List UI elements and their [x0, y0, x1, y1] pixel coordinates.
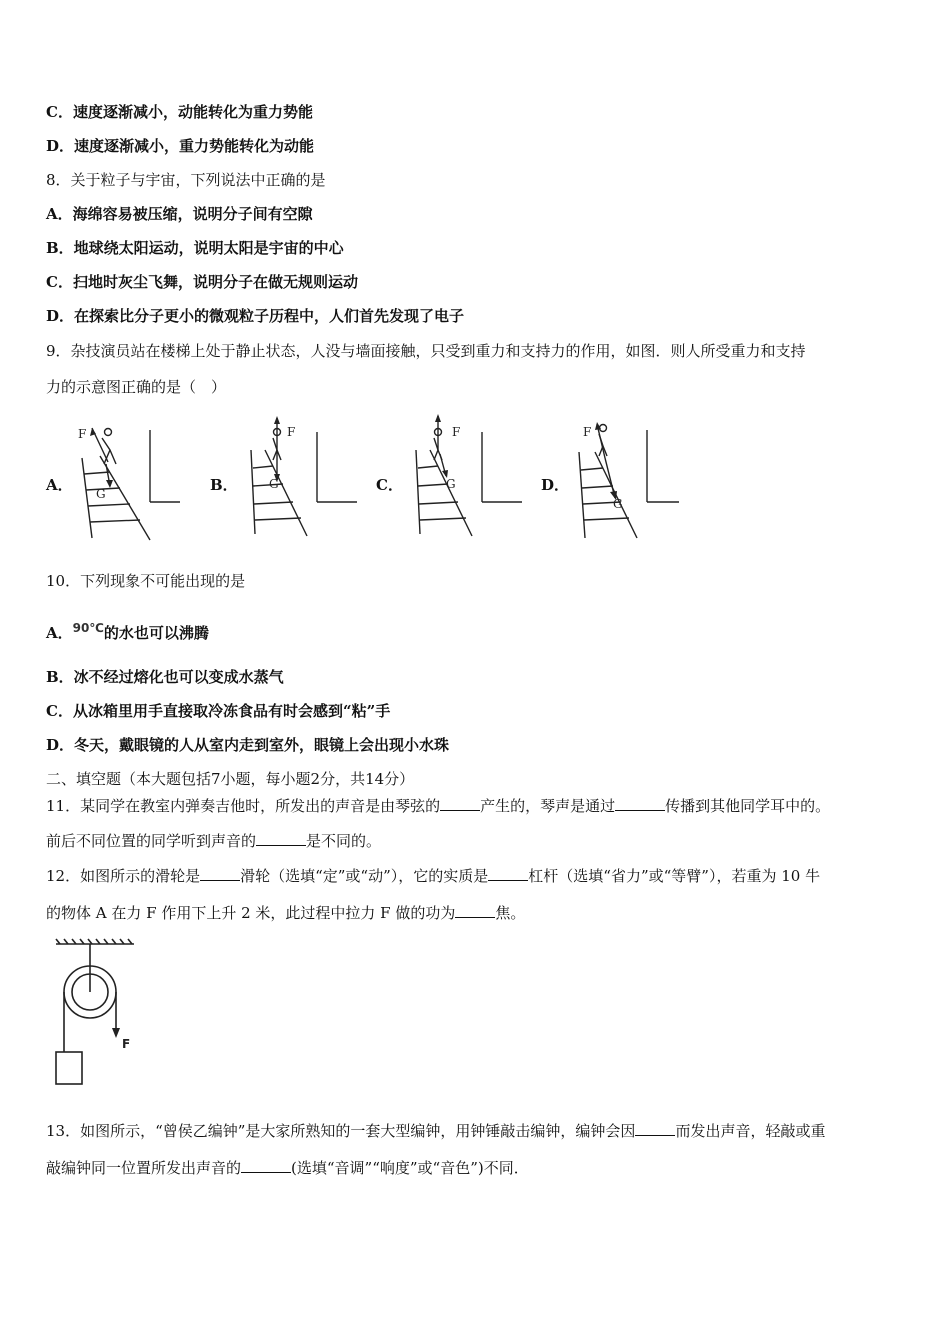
q8-stem: 8．关于粒子与宇宙，下列说法中正确的是 [46, 171, 326, 189]
q13-text-1: 13．如图所示，“曾侯乙编钟”是大家所熟知的一套大型编钟，用钟锤敲击编钟，编钟会因 [46, 1122, 636, 1140]
q10-stem: 10．下列现象不可能出现的是 [46, 572, 246, 590]
q9-d-force-g: G [613, 497, 623, 511]
q11-text-1: 11．某同学在教室内弹奏吉他时，所发出的声音是由琴弦的 [46, 797, 441, 815]
q10-option-c: C．从冰箱里用手直接取冷冻食品有时会感到“粘”手 [46, 702, 391, 720]
q13-line2 [46, 1158, 529, 1178]
q11-text-5: 是不同的。 [306, 832, 382, 850]
q7-option-c: C．速度逐渐减小，动能转化为重力势能 [46, 103, 313, 121]
q12-text-2: 滑轮（选填“定”或“动”），它的实质是 [240, 867, 489, 885]
q9-c-force-f: F [452, 425, 461, 439]
q9-label-c: C． [376, 476, 403, 494]
q9-label-d: D． [541, 476, 570, 494]
q13-blank-1 [635, 1121, 675, 1136]
q9-figure-d [575, 418, 690, 543]
q9-b-force-f: F [287, 425, 296, 439]
q11-line1 [46, 796, 830, 816]
q11-blank-1 [440, 796, 480, 811]
q12-blank-3 [455, 903, 495, 918]
q10-option-d: D．冬天，戴眼镜的人从室内走到室外，眼镜上会出现小水珠 [46, 736, 450, 754]
q9-a-force-f: F [78, 427, 87, 441]
q9-figure-a [70, 418, 185, 543]
q8-option-c: C．扫地时灰尘飞舞，说明分子在做无规则运动 [46, 273, 358, 291]
q9-d-force-f: F [583, 425, 592, 439]
q11-blank-3 [256, 831, 306, 846]
q8-option-a: A．海绵容易被压缩，说明分子间有空隙 [46, 205, 313, 223]
q9-b-force-g: G [269, 477, 279, 491]
section-2-title: 二、填空题（本大题包括7小题，每小题2分，共14分） [46, 770, 415, 788]
q11-text-3: 传播到其他同学耳中的。 [665, 797, 831, 815]
q9-stem-line1: 9．杂技演员站在楼梯上处于静止状态，人没与墙面接触，只受到重力和支持力的作用，如图．则人所受重力和支持 [46, 342, 806, 360]
q9-label-b: B． [210, 476, 238, 494]
q13-line1 [46, 1121, 825, 1141]
q12-text-1: 12．如图所示的滑轮是 [46, 867, 201, 885]
q12-force-f-label: F [122, 1037, 131, 1051]
q12-text-3: 杠杆（选填“省力”或“等臂”），若重为 10 牛 [528, 867, 821, 885]
q11-line2 [46, 831, 381, 851]
q9-stem-line2: 力的示意图正确的是（ ） [46, 378, 227, 396]
q10-option-b: B．冰不经过熔化也可以变成水蒸气 [46, 668, 284, 686]
q12-blank-1 [200, 866, 240, 881]
q8-option-d: D．在探索比分子更小的微观粒子历程中，人们首先发现了电子 [46, 307, 465, 325]
q7-option-d: D．速度逐渐减小，重力势能转化为动能 [46, 137, 315, 155]
q13-text-3: 敲编钟同一位置所发出声音的 [46, 1159, 242, 1177]
q12-text-4: 的物体 A 在力 F 作用下上升 2 米，此过程中拉力 F 做的功为 [46, 904, 456, 922]
q9-c-force-g: G [446, 477, 456, 491]
q9-label-a: A． [46, 476, 73, 494]
q12-line2 [46, 903, 525, 923]
q10-option-a-text: 的水也可以沸腾 [103, 624, 209, 642]
q13-blank-2 [241, 1158, 291, 1173]
q10-option-a-label: A． [46, 624, 73, 642]
q13-text-2: 而发出声音，轻敲或重 [675, 1122, 826, 1140]
q9-a-force-g: G [96, 487, 106, 501]
q12-blank-2 [488, 866, 528, 881]
q8-option-b: B．地球绕太阳运动，说明太阳是宇宙的中心 [46, 239, 344, 257]
q12-line1 [46, 866, 820, 886]
q10-temperature: 90℃ [72, 621, 104, 635]
q9-figure-c [410, 410, 525, 540]
q13-text-4: (选填“音调”“响度”或“音色”)不同． [291, 1159, 529, 1177]
q10-option-a [46, 618, 209, 643]
q11-text-4: 前后不同位置的同学听到声音的 [46, 832, 257, 850]
q9-figure-b [245, 410, 360, 540]
q12-pulley-figure [50, 938, 150, 1090]
q12-text-5: 焦。 [495, 904, 526, 922]
q11-text-2: 产生的，琴声是通过 [480, 797, 616, 815]
q11-blank-2 [615, 796, 665, 811]
